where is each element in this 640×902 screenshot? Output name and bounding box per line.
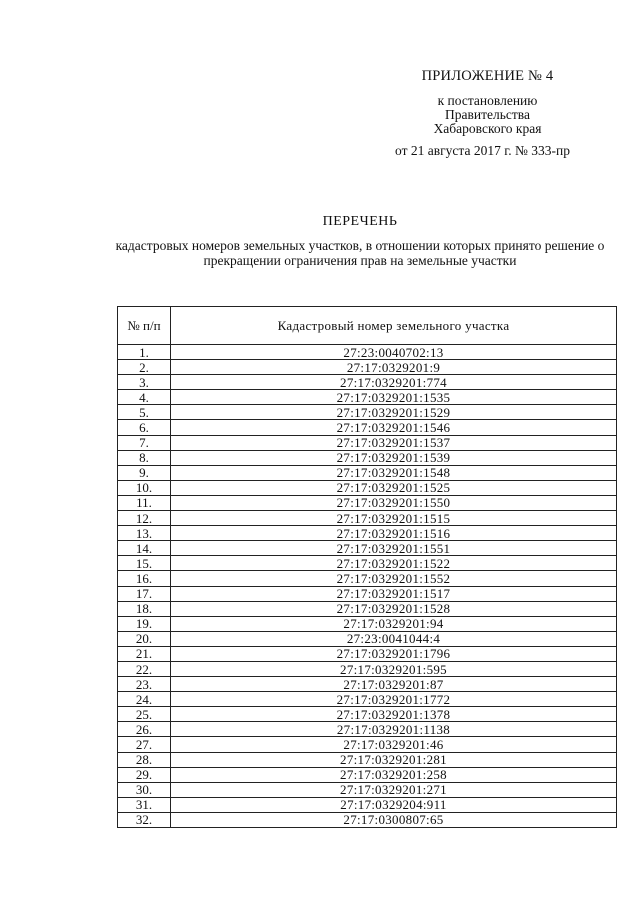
table-row [118,435,617,450]
appendix-header [380,68,595,158]
row-number: 29. [118,767,171,782]
cadastral-number: 27:23:0040702:13 [171,345,617,360]
row-number: 17. [118,586,171,601]
table-row [118,450,617,465]
cadastral-number: 27:17:0329201:1525 [171,480,617,495]
cadastral-number: 27:17:0329201:1550 [171,495,617,510]
row-number: 12. [118,511,171,526]
cadastral-number: 27:17:0329201:1772 [171,692,617,707]
cadastral-number: 27:17:0329201:46 [171,737,617,752]
table-row [118,360,617,375]
cadastral-number: 27:17:0329201:1522 [171,556,617,571]
header-num: № п/п [118,307,171,345]
table-row [118,616,617,631]
cadastral-number: 27:17:0329201:94 [171,616,617,631]
document-subtitle: кадастровых номеров земельных участков, в отношении которых принято решение о прекращении ограничения прав на земельные участки [115,238,605,268]
row-number: 31. [118,797,171,812]
appendix-title: ПРИЛОЖЕНИЕ № 4 [421,68,554,84]
row-number: 2. [118,360,171,375]
cadastral-number: 27:17:0329201:1528 [171,601,617,616]
appendix-line-1: к постановлению [437,93,538,108]
row-number: 18. [118,601,171,616]
table-row [118,586,617,601]
table-row [118,631,617,646]
cadastral-number: 27:17:0329201:1551 [171,541,617,556]
cadastral-number: 27:17:0329201:1548 [171,465,617,480]
row-number: 30. [118,782,171,797]
cadastral-number: 27:17:0329204:911 [171,797,617,812]
row-number: 28. [118,752,171,767]
cadastral-number: 27:17:0329201:9 [171,360,617,375]
table-header-row [118,307,617,345]
row-number: 4. [118,390,171,405]
document-title: ПЕРЕЧЕНЬ [322,214,398,229]
cadastral-number: 27:17:0329201:774 [171,375,617,390]
cadastral-number: 27:17:0329201:281 [171,752,617,767]
appendix-date-line: от 21 августа 2017 г. № 333-пр [395,143,570,158]
cadastral-number: 27:17:0329201:1516 [171,526,617,541]
row-number: 32. [118,812,171,827]
table-row [118,707,617,722]
table-row [118,737,617,752]
cadastral-number: 27:17:0329201:1535 [171,390,617,405]
table-row [118,571,617,586]
row-number: 22. [118,661,171,676]
cadastral-number: 27:17:0329201:258 [171,767,617,782]
row-number: 1. [118,345,171,360]
table-row [118,692,617,707]
table-row [118,722,617,737]
table-row [118,526,617,541]
row-number: 8. [118,450,171,465]
appendix-line-3: Хабаровского края [433,121,542,136]
cadastral-number: 27:17:0329201:1515 [171,511,617,526]
row-number: 3. [118,375,171,390]
cadastral-number: 27:17:0329201:1552 [171,571,617,586]
table-row [118,511,617,526]
table-row [118,541,617,556]
table-row [118,390,617,405]
cadastral-number: 27:17:0329201:1537 [171,435,617,450]
cadastral-number: 27:17:0329201:87 [171,677,617,692]
cadastral-number: 27:23:0041044:4 [171,631,617,646]
table-row [118,782,617,797]
row-number: 27. [118,737,171,752]
cadastral-number: 27:17:0329201:271 [171,782,617,797]
appendix-line-2: Правительства [445,107,530,122]
table-row [118,556,617,571]
row-number: 11. [118,495,171,510]
row-number: 9. [118,465,171,480]
row-number: 14. [118,541,171,556]
table-row [118,601,617,616]
row-number: 24. [118,692,171,707]
table-row [118,646,617,661]
cadastral-table [117,306,617,828]
table-row [118,767,617,782]
table-row [118,405,617,420]
cadastral-number: 27:17:0329201:1517 [171,586,617,601]
table-row [118,812,617,827]
table-row [118,661,617,676]
row-number: 6. [118,420,171,435]
row-number: 26. [118,722,171,737]
table-row [118,375,617,390]
table-row [118,465,617,480]
table-row [118,420,617,435]
row-number: 15. [118,556,171,571]
cadastral-number: 27:17:0329201:1796 [171,646,617,661]
table-row [118,797,617,812]
row-number: 23. [118,677,171,692]
table-row [118,345,617,360]
row-number: 10. [118,480,171,495]
cadastral-number: 27:17:0329201:1378 [171,707,617,722]
row-number: 7. [118,435,171,450]
table-row [118,480,617,495]
row-number: 21. [118,646,171,661]
document-title-block [80,214,640,268]
row-number: 20. [118,631,171,646]
table-row [118,495,617,510]
cadastral-number: 27:17:0329201:1138 [171,722,617,737]
header-cadastral: Кадастровый номер земельного участка [171,307,617,345]
cadastral-number: 27:17:0300807:65 [171,812,617,827]
row-number: 5. [118,405,171,420]
row-number: 16. [118,571,171,586]
cadastral-number: 27:17:0329201:595 [171,661,617,676]
table-body [118,345,617,828]
cadastral-number: 27:17:0329201:1546 [171,420,617,435]
row-number: 13. [118,526,171,541]
table-row [118,677,617,692]
table-row [118,752,617,767]
row-number: 19. [118,616,171,631]
row-number: 25. [118,707,171,722]
cadastral-number: 27:17:0329201:1529 [171,405,617,420]
cadastral-number: 27:17:0329201:1539 [171,450,617,465]
